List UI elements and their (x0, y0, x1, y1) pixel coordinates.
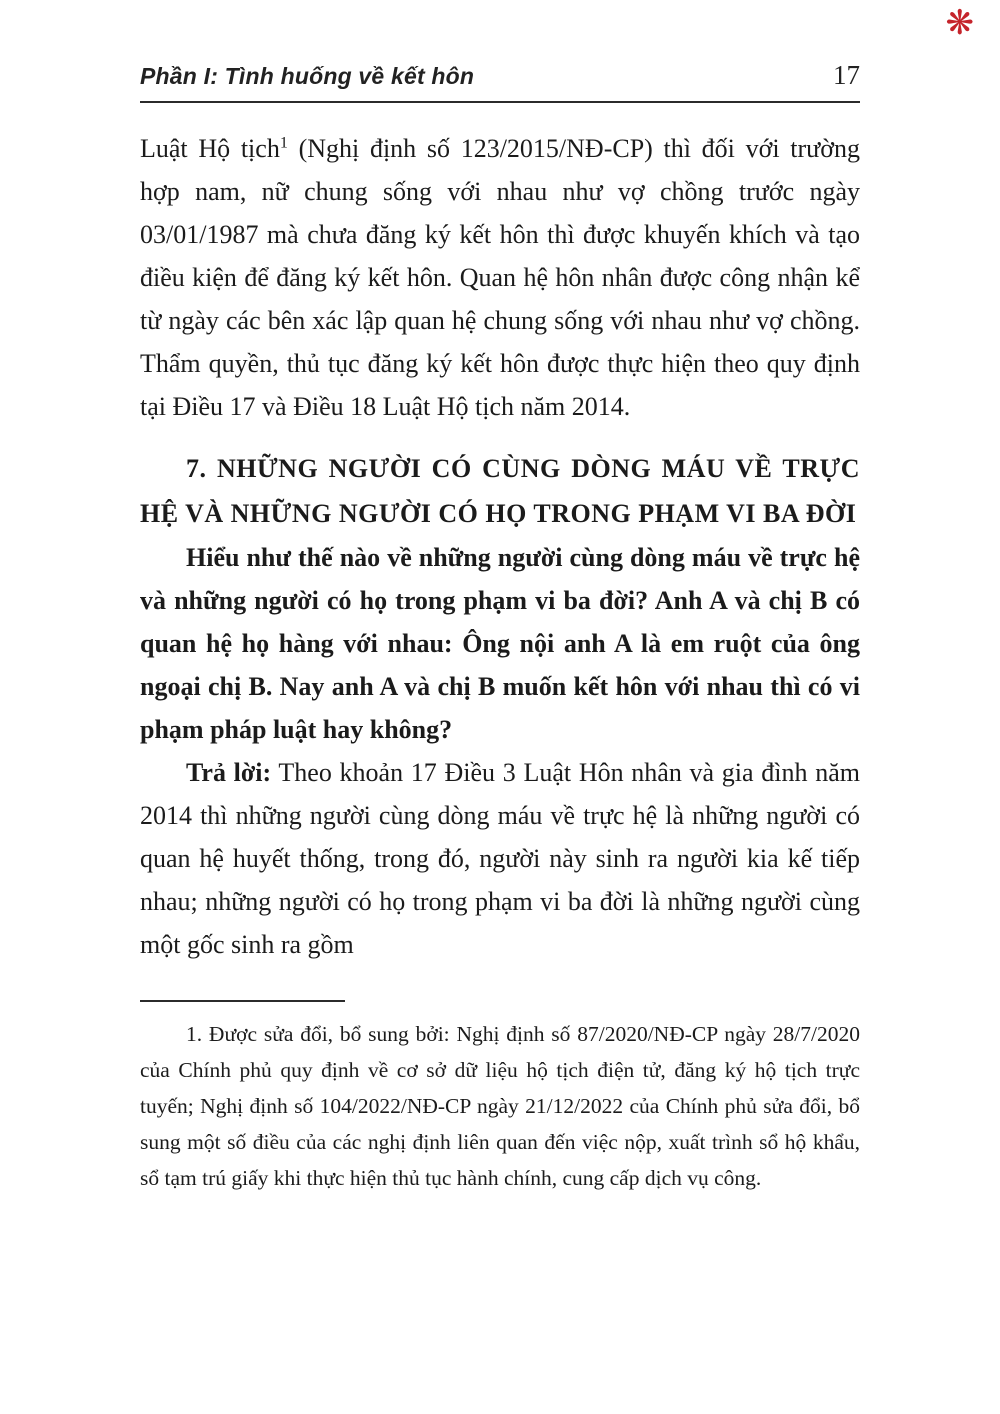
answer-label: Trả lời: (186, 758, 272, 787)
footnote-text: 1. Được sửa đổi, bổ sung bởi: Nghị định số 87/2020/NĐ-CP ngày 28/7/2020 của Chính phủ quy định về cơ sở dữ liệu hộ tịch điện tử, đăng ký hộ tịch trực tuyến; Nghị định số 104/2022/NĐ-CP ngày 21/12/2022 của Chính phủ sửa đổi, bổ sung một số điều của các nghị định liên quan đến việc nộp, xuất trình sổ hộ khẩu, sổ tạm trú giấy khi thực hiện thủ tục hành chính, cung cấp dịch vụ công. (140, 1022, 860, 1190)
page-content (140, 60, 860, 1196)
answer-paragraph (140, 751, 860, 966)
page-header (140, 60, 860, 103)
paragraph-text-before-ref: Luật Hộ tịch (140, 134, 280, 163)
section-heading: 7. NHỮNG NGƯỜI CÓ CÙNG DÒNG MÁU VỀ TRỰC HỆ VÀ NHỮNG NGƯỜI CÓ HỌ TRONG PHẠM VI BA ĐỜI (140, 454, 860, 528)
continuation-paragraph (140, 127, 860, 428)
footnote-rule (140, 1000, 345, 1002)
body-text (140, 127, 860, 966)
footnote-reference: 1 (279, 134, 288, 152)
footnote-section (140, 1000, 860, 1196)
paragraph-text-after-ref: (Nghị định số 123/2015/NĐ-CP) thì đối với trường hợp nam, nữ chung sống với nhau như vợ chồng trước ngày 03/01/1987 mà chưa đăng ký kết hôn thì được khuyến khích và tạo điều kiện để đăng ký kết hôn. Quan hệ hôn nhân được công nhận kể từ ngày các bên xác lập quan hệ chung sống với nhau như vợ chồng. Thẩm quyền, thủ tục đăng ký kết hôn được thực hiện theo quy định tại Điều 17 và Điều 18 Luật Hộ tịch năm 2014. (140, 134, 860, 421)
flower-icon: ❋ (945, 3, 974, 43)
running-title: Phần I: Tình huống về kết hôn (140, 63, 475, 89)
question-paragraph: Hiểu như thế nào về những người cùng dòng máu về trực hệ và những người có họ trong phạm vi ba đời? Anh A và chị B có quan hệ họ hàng với nhau: Ông nội anh A là em ruột của ông ngoại chị B. Nay anh A và chị B muốn kết hôn với nhau thì có vi phạm pháp luật hay không? (140, 543, 860, 744)
page-number: 17 (833, 60, 860, 90)
answer-text: Theo khoản 17 Điều 3 Luật Hôn nhân và gia đình năm 2014 thì những người cùng dòng máu về trực hệ là những người có quan hệ huyết thống, trong đó, người này sinh ra người kia kế tiếp nhau; những người có họ trong phạm vi ba đời là những người cùng một gốc sinh ra gồm (140, 758, 860, 959)
